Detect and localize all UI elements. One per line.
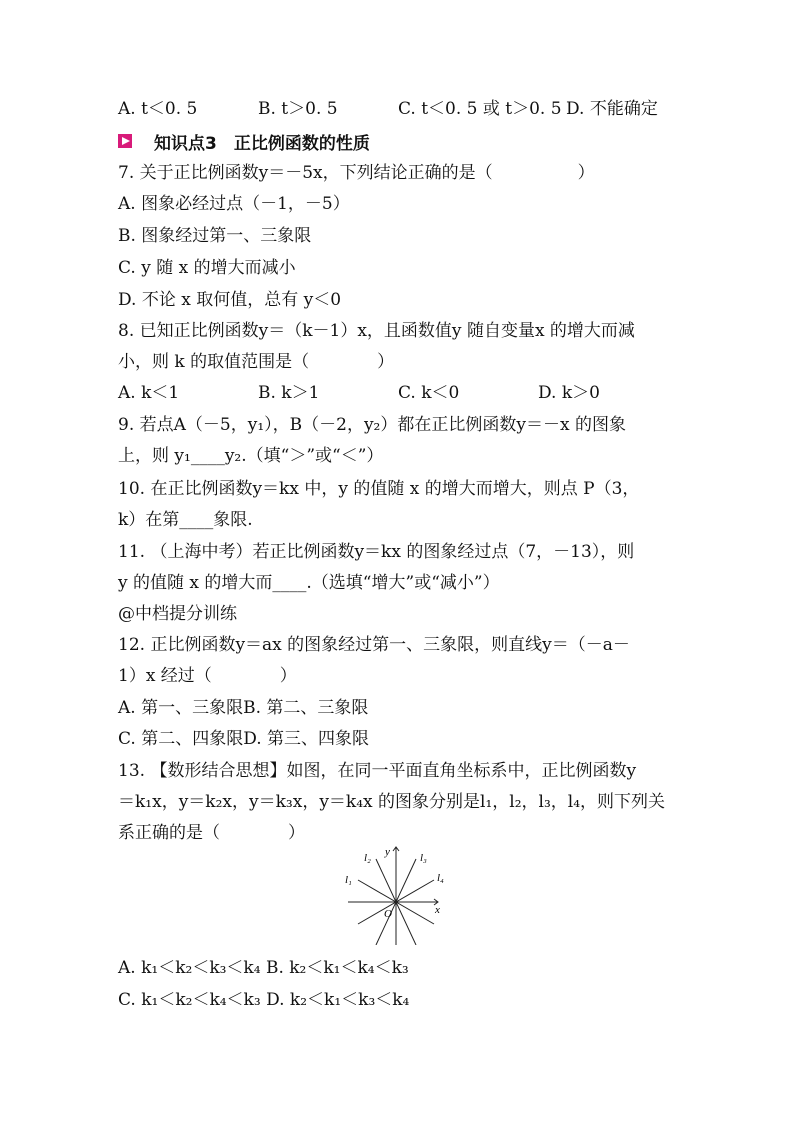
q7-option-b: B. 图象经过第一、三象限: [118, 226, 312, 246]
q8-option-b: B. k＞1: [258, 383, 320, 403]
proportional-functions-figure: [340, 845, 448, 945]
play-triangle-icon: [118, 134, 132, 148]
q7-stem: 7. 关于正比例函数y＝－5x，下列结论正确的是（ ）: [118, 163, 595, 183]
q8-stem-line2: 小，则 k 的取值范围是（ ）: [118, 352, 395, 372]
q6-option-a: A. t＜0. 5: [118, 99, 198, 119]
q8-stem-line1: 8. 已知正比例函数y＝（k－1）x，且函数值y 随自变量x 的增大而减: [118, 321, 635, 341]
q8-option-d: D. k＞0: [538, 383, 600, 403]
q7-option-d: D. 不论 x 取何值，总有 y＜0: [118, 290, 342, 310]
subsection-heading: @中档提分训练: [118, 604, 237, 624]
q13-options-ab: A. k₁＜k₂＜k₃＜k₄ B. k₂＜k₁＜k₄＜k₃: [118, 958, 409, 978]
q13-stem-line2: ＝k₁x，y＝k₂x，y＝k₃x，y＝k₄x 的图象分别是l₁，l₂，l₃，l₄，则下列关: [118, 792, 666, 812]
q10-stem-line1: 10. 在正比例函数y＝kx 中，y 的值随 x 的增大而增大，则点 P（3，: [118, 479, 640, 499]
label-y: y: [385, 846, 390, 858]
label-x: x: [435, 904, 440, 916]
q13-stem-line1: 13. 【数形结合思想】如图，在同一平面直角坐标系中，正比例函数y: [118, 761, 637, 781]
q12-stem-line1: 12. 正比例函数y＝ax 的图象经过第一、三象限，则直线y＝（－a－: [118, 635, 630, 655]
q10-stem-line2: k）在第____象限.: [118, 510, 253, 530]
label-l3: l₃: [420, 852, 427, 864]
label-origin: O: [384, 908, 392, 920]
label-l2: l₂: [364, 852, 371, 864]
q9-stem-line2: 上，则 y₁____y₂.（填“＞”或“＜”）: [118, 446, 384, 466]
label-l4: l₄: [437, 872, 444, 884]
q12-options-ab: A. 第一、三象限B. 第二、三象限: [118, 698, 369, 718]
label-l1: l₁: [345, 874, 352, 886]
q12-options-cd: C. 第二、四象限D. 第三、四象限: [118, 729, 370, 749]
q7-option-c: C. y 随 x 的增大而减小: [118, 258, 296, 278]
q13-options-cd: C. k₁＜k₂＜k₄＜k₃ D. k₂＜k₁＜k₃＜k₄: [118, 990, 410, 1010]
q7-option-a: A. 图象必经过点（－1，－5）: [118, 194, 350, 214]
q11-stem-line1: 11. （上海中考）若正比例函数y＝kx 的图象经过点（7，－13），则: [118, 542, 635, 562]
section-heading: [118, 130, 370, 152]
q6-option-b: B. t＞0. 5: [258, 99, 338, 119]
q12-stem-line2: 1）x 经过（ ）: [118, 666, 297, 686]
section-heading-text: 知识点3 正比例函数的性质: [154, 133, 370, 154]
q6-option-d: D. 不能确定: [566, 99, 658, 119]
q6-option-c: C. t＜0. 5 或 t＞0. 5: [398, 99, 562, 119]
q8-option-c: C. k＜0: [398, 383, 460, 403]
q11-stem-line2: y 的值随 x 的增大而____.（选填“增大”或“减小”）: [118, 573, 500, 593]
q8-option-a: A. k＜1: [118, 383, 180, 403]
q9-stem-line1: 9. 若点A（－5，y₁），B（－2，y₂）都在正比例函数y＝－x 的图象: [118, 415, 626, 435]
q13-stem-line3: 系正确的是（ ）: [118, 823, 305, 843]
